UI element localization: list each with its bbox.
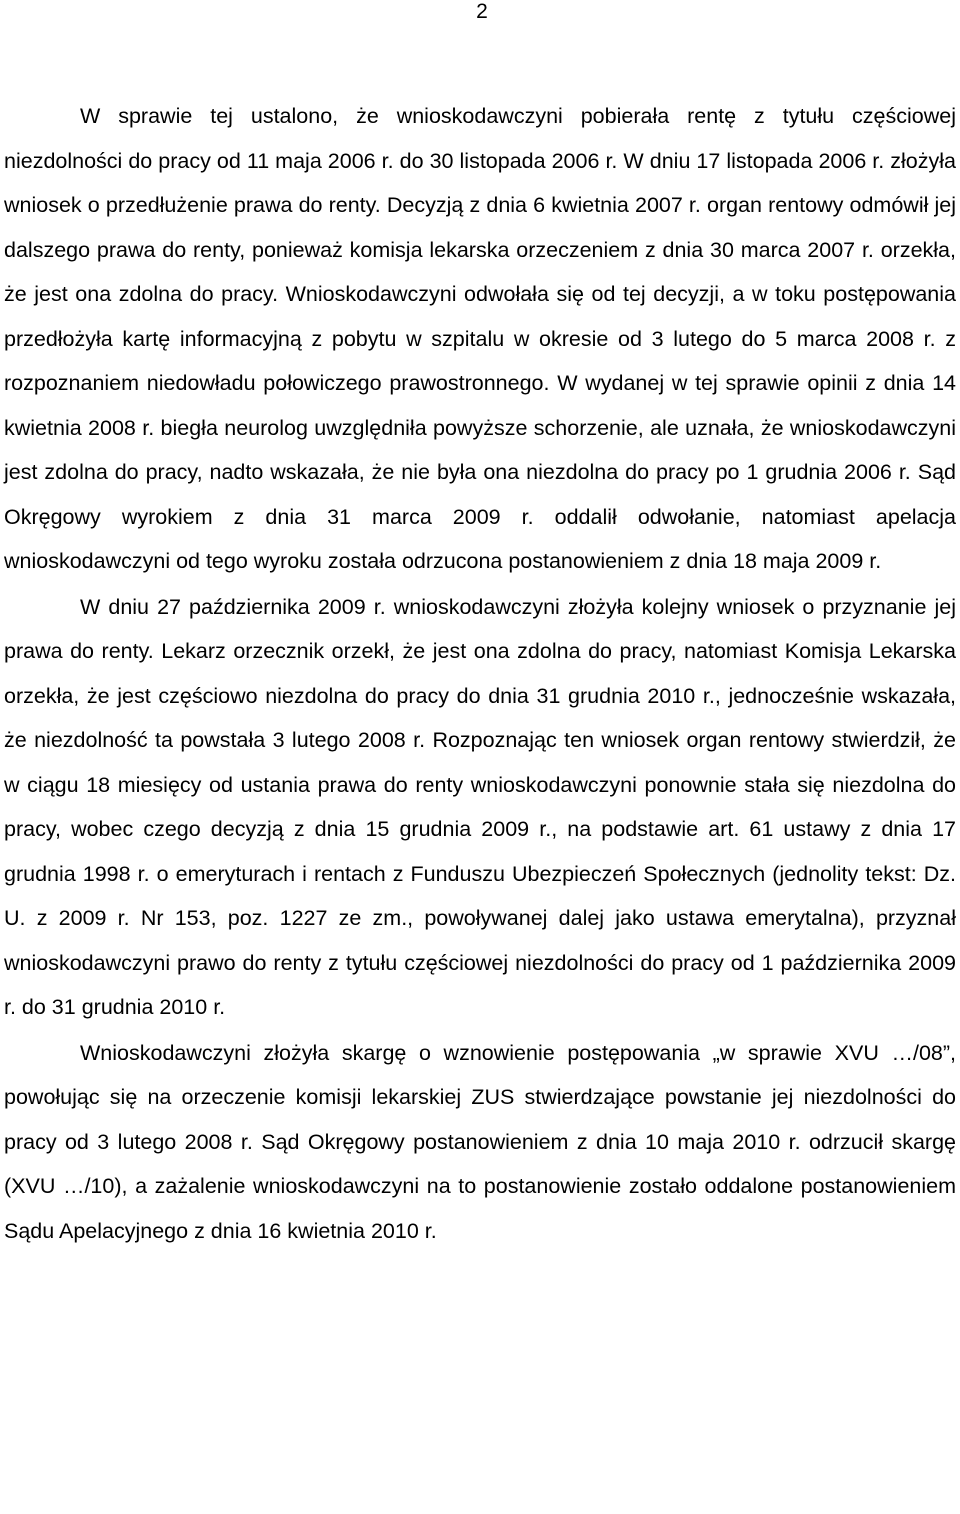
document-body xyxy=(4,94,956,1253)
paragraph-3: Wnioskodawczyni złożyła skargę o wznowienie postępowania „w sprawie XVU …/08”, powołując się na orzeczenie komisji lekarskiej ZUS stwierdzające powstanie jej niezdolności do pracy od 3 lutego 2008 r. Sąd Okręgowy postanowieniem z dnia 10 maja 2010 r. odrzucił skargę (XVU …/10), a zażalenie wnioskodawczyni na to postanowienie zostało oddalone postanowieniem Sądu Apelacyjnego z dnia 16 kwietnia 2010 r. xyxy=(4,1040,956,1243)
page-number: 2 xyxy=(476,0,488,23)
paragraph-2: W dniu 27 października 2009 r. wnioskodawczyni złożyła kolejny wniosek o przyznanie jej prawa do renty. Lekarz orzecznik orzekł, że jest ona zdolna do pracy, natomiast Komisja Lekarska orzekła, że jest częściowo niezdolna do pracy do dnia 31 grudnia 2010 r., jednocześnie wskazała, że niezdolność ta powstała 3 lutego 2008 r. Rozpoznając ten wniosek organ rentowy stwierdził, że w ciągu 18 miesięcy od ustania prawa do renty wnioskodawczyni ponownie stała się niezdolna do pracy, wobec czego decyzją z dnia 15 grudnia 2009 r., na podstawie art. 61 ustawy z dnia 17 grudnia 1998 r. o emeryturach i rentach z Funduszu Ubezpieczeń Społecznych (jednolity tekst: Dz. U. z 2009 r. Nr 153, poz. 1227 ze zm., powoływanej dalej jako ustawa emerytalna), przyznał wnioskodawczyni prawo do renty z tytułu częściowej niezdolności do pracy od 1 października 2009 r. do 31 grudnia 2010 r. xyxy=(4,594,956,1019)
paragraph-1: W sprawie tej ustalono, że wnioskodawczyni pobierała rentę z tytułu częściowej niezdolności do pracy od 11 maja 2006 r. do 30 listopada 2006 r. W dniu 17 listopada 2006 r. złożyła wniosek o przedłużenie prawa do renty. Decyzją z dnia 6 kwietnia 2007 r. organ rentowy odmówił jej dalszego prawa do renty, ponieważ komisja lekarska orzeczeniem z dnia 30 marca 2007 r. orzekła, że jest ona zdolna do pracy. Wnioskodawczyni odwołała się od tej decyzji, a w toku postępowania przedłożyła kartę informacyjną z pobytu w szpitalu w okresie od 3 lutego do 5 marca 2008 r. z rozpoznaniem niedowładu połowiczego prawostronnego. W wydanej w tej sprawie opinii z dnia 14 kwietnia 2008 r. biegła neurolog uwzględniła powyższe schorzenie, ale uznała, że wnioskodawczyni jest zdolna do pracy, nadto wskazała, że nie była ona niezdolna do pracy po 1 grudnia 2006 r. Sąd Okręgowy wyrokiem z dnia 31 marca 2009 r. oddalił odwołanie, natomiast apelacja wnioskodawczyni od tego wyroku została odrzucona postanowieniem z dnia 18 maja 2009 r. xyxy=(4,104,956,573)
